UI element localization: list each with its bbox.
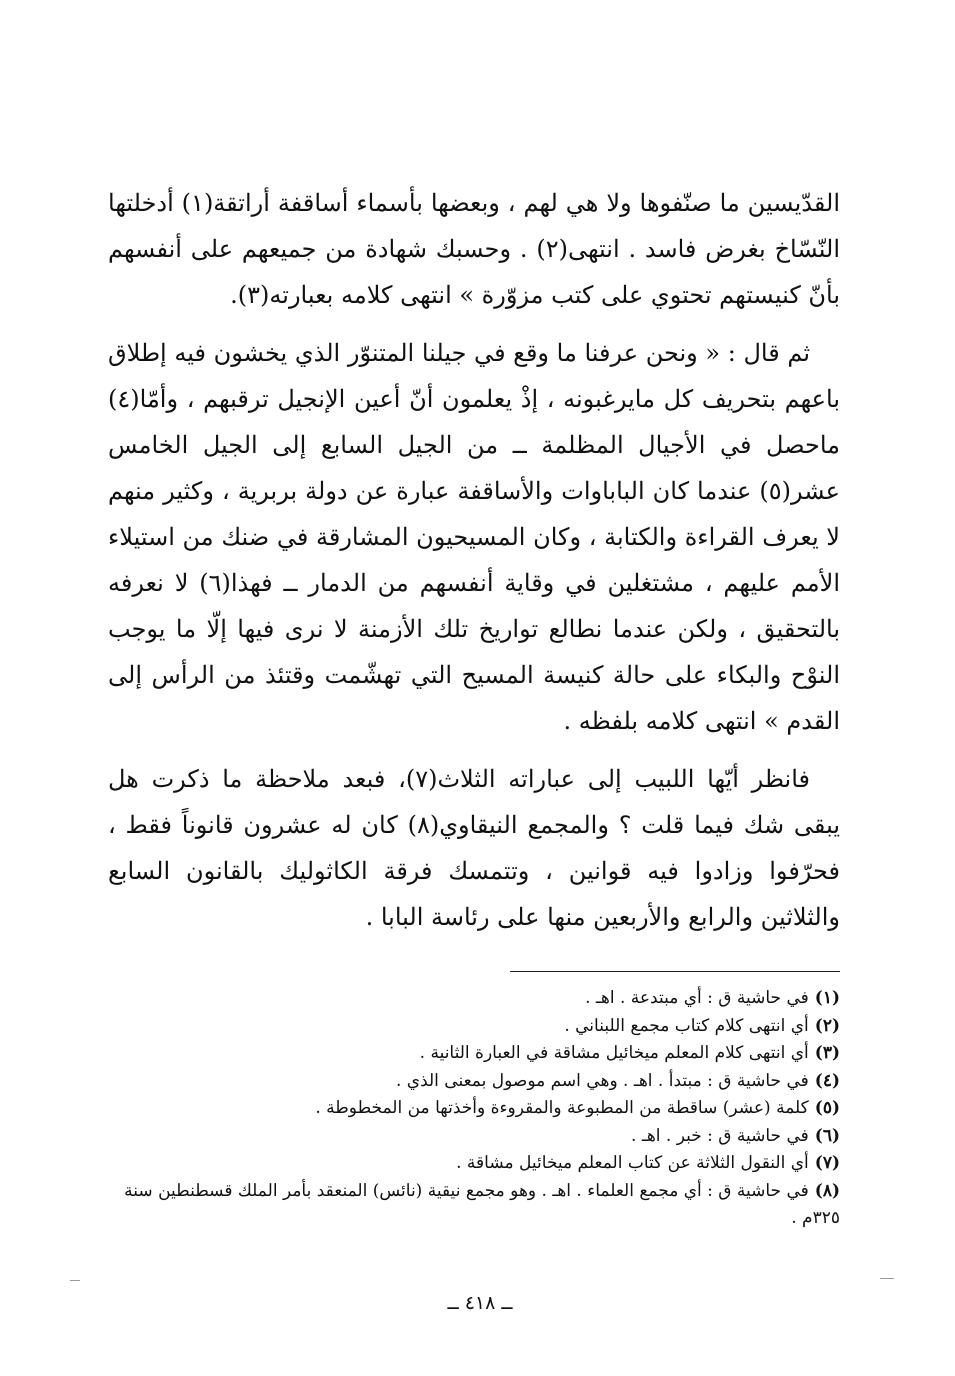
footnote-number: (٥) [814,1098,840,1118]
paragraph-1: القدّيسين ما صنّفوها ولا هي لهم ، وبعضها بأسماء أساقفة أراتقة(١) أدخلتها النّسّاخ بغرض فاسد . انتهى(٢) . وحسبك شهادة من جميعهم على أنفسهم بأنّ كنيستهم تحتوي على كتب مزوّرة » انتهى كلامه بعبارته(٣). [108,189,841,309]
footnote-2 [108,1013,840,1041]
footnote-4 [108,1068,840,1096]
footnote-text: أي النقول الثلاثة عن كتاب المعلم ميخائيل مشاقة . [456,1153,809,1173]
page-number: ــ ٤١٨ ــ [447,1292,513,1314]
footnotes [108,985,840,1233]
scan-mark [70,1280,80,1281]
footnote-number: (٤) [814,1070,840,1091]
footnote-1 [108,985,840,1013]
footnote-text: في حاشية ق : مبتدأ . اهـ . وهي اسم موصول بمعنى الذي . [395,1070,809,1091]
footnote-text: كلمة (عشر) ساقطة من المطبوعة والمقروءة وأخذتها من المخطوطة . [315,1098,809,1118]
footnote-text: أي انتهى كلام كتاب مجمع اللبناني . [564,1015,809,1036]
footnote-6 [108,1123,840,1151]
footnote-number: (٢) [814,1015,840,1036]
footnote-number: (٣) [814,1043,840,1063]
footnote-number: (٦) [814,1125,840,1146]
footnote-separator [510,971,840,972]
footnote-7 [108,1150,840,1178]
footnote-text: أي انتهى كلام المعلم ميخائيل مشاقة في العبارة الثانية . [419,1043,809,1063]
footnote-number: (١) [814,988,840,1008]
paragraph-3: فانظر أيّها اللبيب إلى عباراته الثلاث(٧)، فبعد ملاحظة ما ذكرت هل يبقى شك فيما قلت ؟ والمجمع النيقاوي(٨) كان له عشرون قانوناً فقط ، فحرّفوا وزادوا فيه قوانين ، وتتمسك فرقة الكاثوليك بالقانون السابع والثلاثين والرابع والأربعين منها على رئاسة البابا . [108,765,840,931]
footnote-5 [108,1095,840,1123]
footnote-text: في حاشية ق : أي مجمع العلماء . اهـ . وهو مجمع نيقية (نائس) المنعقد بأمر الملك قسطنطين سنة ٣٢٥م . [124,1180,840,1228]
scan-mark [880,1278,894,1279]
footnote-number: (٨) [814,1180,840,1201]
footnote-3 [108,1040,840,1068]
main-text [108,180,840,952]
footnote-text: في حاشية ق : خبر . اهـ . [631,1125,809,1146]
footnote-8 [108,1178,840,1233]
footnote-text: في حاشية ق : أي مبتدعة . اهـ . [585,988,809,1008]
paragraph-2: ثم قال : « ونحن عرفنا ما وقع في جيلنا المتنوّر الذي يخشون فيه إطلاق باعهم بتحريف كل مايرغبونه ، إذْ يعلمون أنّ أعين الإنجيل ترقبهم ، وأمّا(٤) ماحصل في الأجيال المظلمة ــ من الجيل السابع إلى الجيل الخامس عشر(٥) عندما كان الباباوات والأساقفة عبارة عن دولة بربرية ، وكثير منهم لا يعرف القراءة والكتابة ، وكان المسيحيون المشارقة في ضنك من استيلاء الأمم عليهم ، مشتغلين في وقاية أنفسهم من الدمار ــ فهذا(٦) لا نعرفه بالتحقيق ، ولكن عندما نطالع تواريخ تلك الأزمنة لا نرى فيها إلّا ما يوجب النوْح والبكاء على حالة كنيسة المسيح التي تهشّمت وقتئذ من الرأس إلى القدم » انتهى كلامه بلفظه . [108,339,840,735]
footnote-number: (٧) [814,1153,840,1173]
